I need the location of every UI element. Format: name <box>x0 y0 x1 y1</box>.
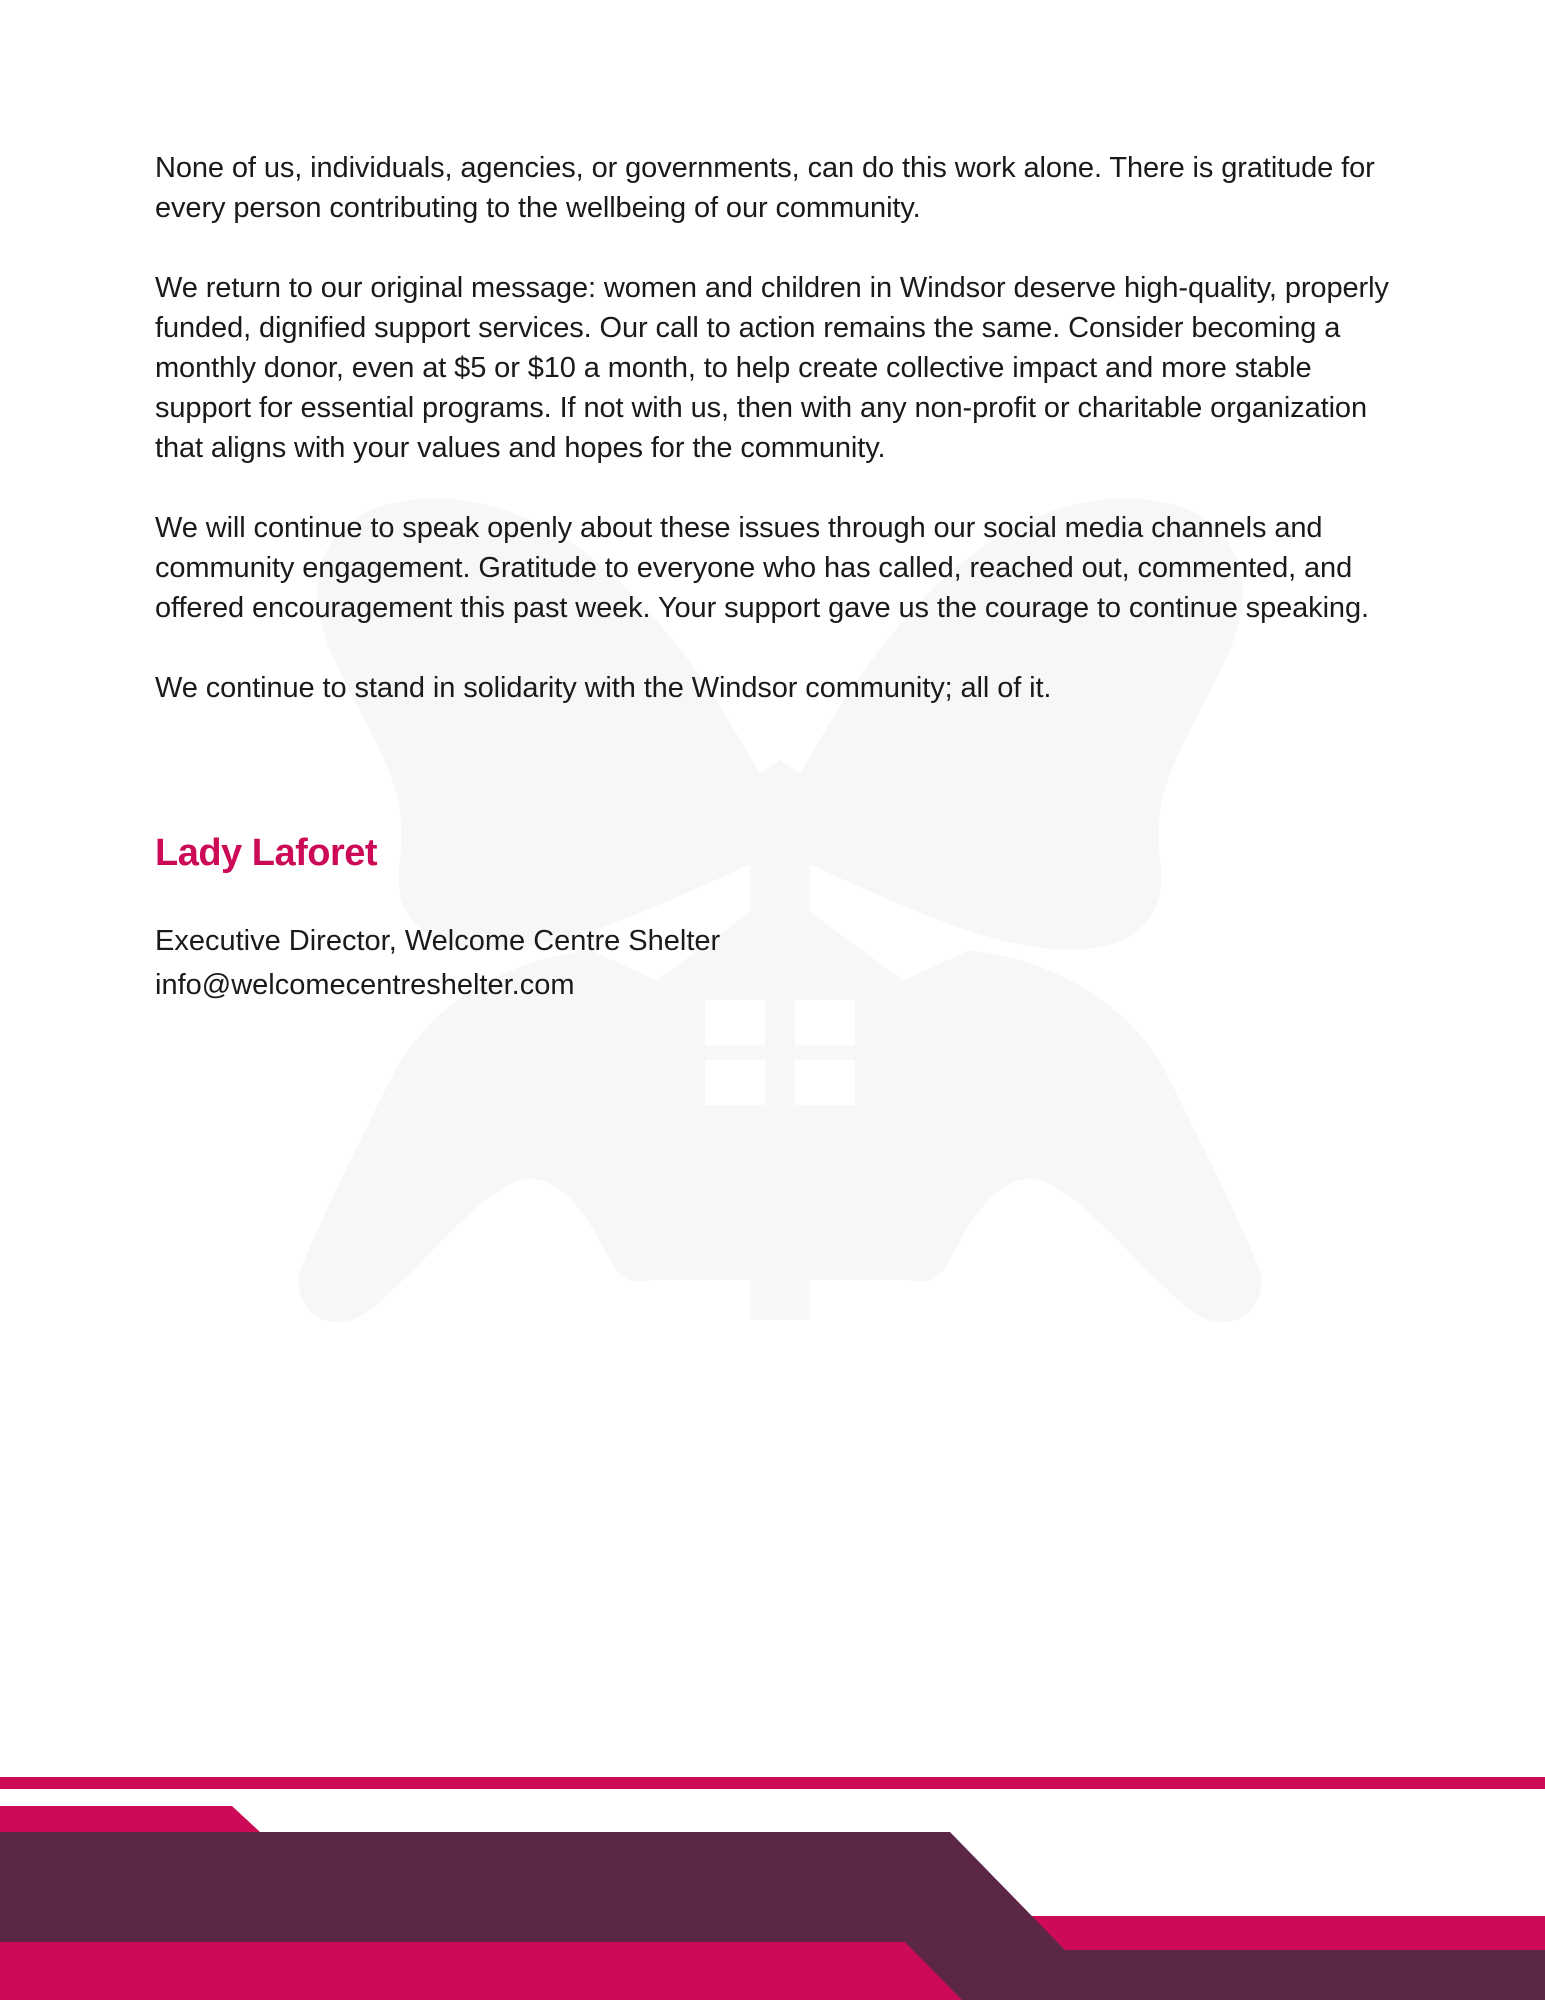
signatory-title: Executive Director, Welcome Centre Shelter <box>155 925 721 957</box>
footer-pink-right-strip <box>1030 1916 1545 1950</box>
signatory-email: info@welcomecentreshelter.com <box>155 969 575 1001</box>
signature-block <box>155 832 720 1007</box>
body-paragraph: None of us, individuals, agencies, or governments, can do this work alone. There is gratitude for every person contributing to the wellbeing of our community. <box>155 152 1375 224</box>
body-paragraph: We continue to stand in solidarity with the Windsor community; all of it. <box>155 672 1052 704</box>
body-paragraph: We will continue to speak openly about these issues through our social media channels and community engagement. Gratitude to everyone who has called, reached out, commented, and offered encouragement this past week. Your support gave us the courage to continue speaking. <box>155 512 1369 624</box>
body-paragraph: We return to our original message: women and children in Windsor deserve high-quality, properly funded, dignified support services. Our call to action remains the same. Consider becoming a monthly donor, even at $5 or $10 a month, to help create collective impact and more stable support for essential programs. If not with us, then with any non-profit or charitable organization that aligns with your values and hopes for the community. <box>155 272 1389 464</box>
footer-top-stripe <box>0 1777 1545 1789</box>
footer-pink-tab <box>0 1806 260 1832</box>
footer-pink-bottom-band <box>0 1942 962 2000</box>
signatory-name: Lady Laforet <box>155 832 378 874</box>
footer-decorative-bands <box>0 1770 1545 2000</box>
letter-body <box>155 148 1405 748</box>
